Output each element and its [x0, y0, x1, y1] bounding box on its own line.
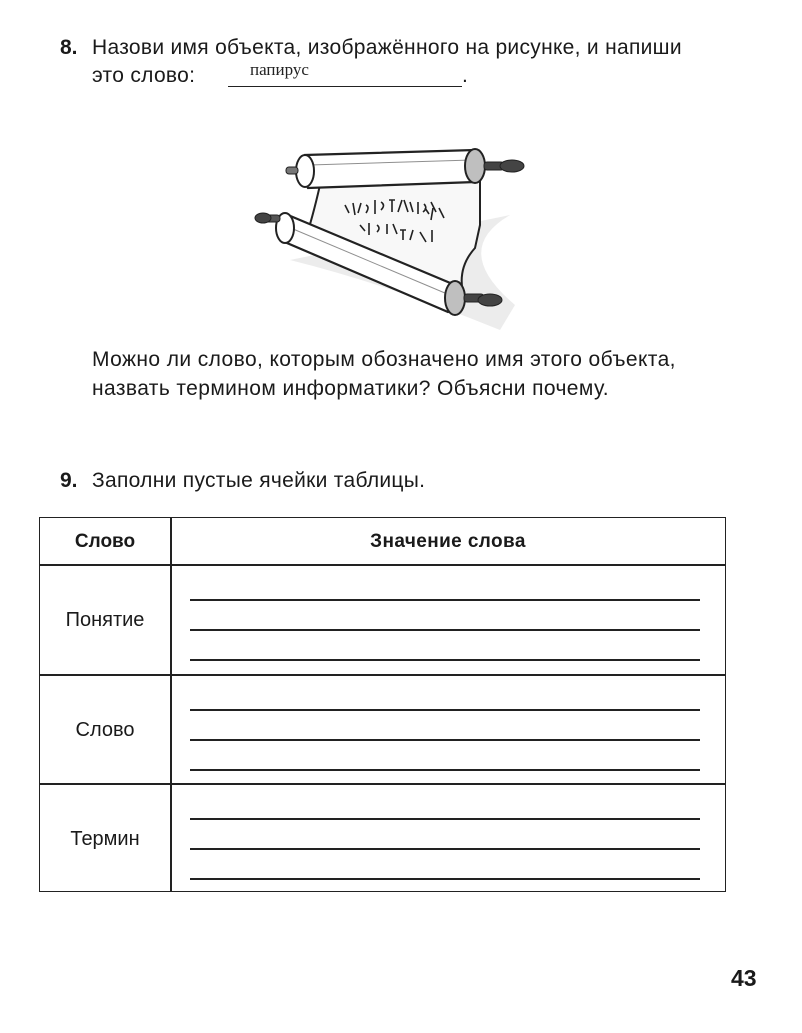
word-cell-word: Слово: [75, 719, 135, 741]
task-8-question-line-1: Можно ли слово, которым обозначено имя этого объекта,: [92, 348, 676, 371]
answer-handwritten: папирус: [250, 60, 309, 79]
word-cell-term: Термин: [70, 828, 140, 850]
word-meaning-table: [39, 517, 726, 892]
task-9-number: 9.: [60, 469, 78, 492]
answer-period: .: [462, 64, 468, 87]
meaning-write-line[interactable]: [190, 848, 700, 850]
meaning-write-line[interactable]: [190, 769, 700, 771]
meaning-write-line[interactable]: [190, 659, 700, 661]
task-8-number: 8.: [60, 36, 78, 59]
meaning-write-line[interactable]: [190, 629, 700, 631]
meaning-write-line[interactable]: [190, 709, 700, 711]
header-meaning: Значение слова: [370, 530, 526, 552]
task-9-instruction: Заполни пустые ячейки таблицы.: [92, 469, 426, 492]
page-number: 43: [731, 965, 757, 991]
header-word: Слово: [74, 530, 136, 552]
meaning-write-line[interactable]: [190, 599, 700, 601]
task-8-instruction-line-1: Назови имя объекта, изображённого на рисунке, и напиши: [92, 36, 682, 59]
task-8-question-line-2: назвать термином информатики? Объясни почему.: [92, 377, 609, 400]
word-cell-concept: Понятие: [65, 609, 145, 631]
task-8-instruction-line-2: это слово:: [92, 64, 196, 87]
meaning-write-line[interactable]: [190, 878, 700, 880]
meaning-write-line[interactable]: [190, 818, 700, 820]
papyrus-scroll-illustration: [250, 130, 530, 330]
meaning-write-line[interactable]: [190, 739, 700, 741]
column-divider: [170, 518, 172, 891]
